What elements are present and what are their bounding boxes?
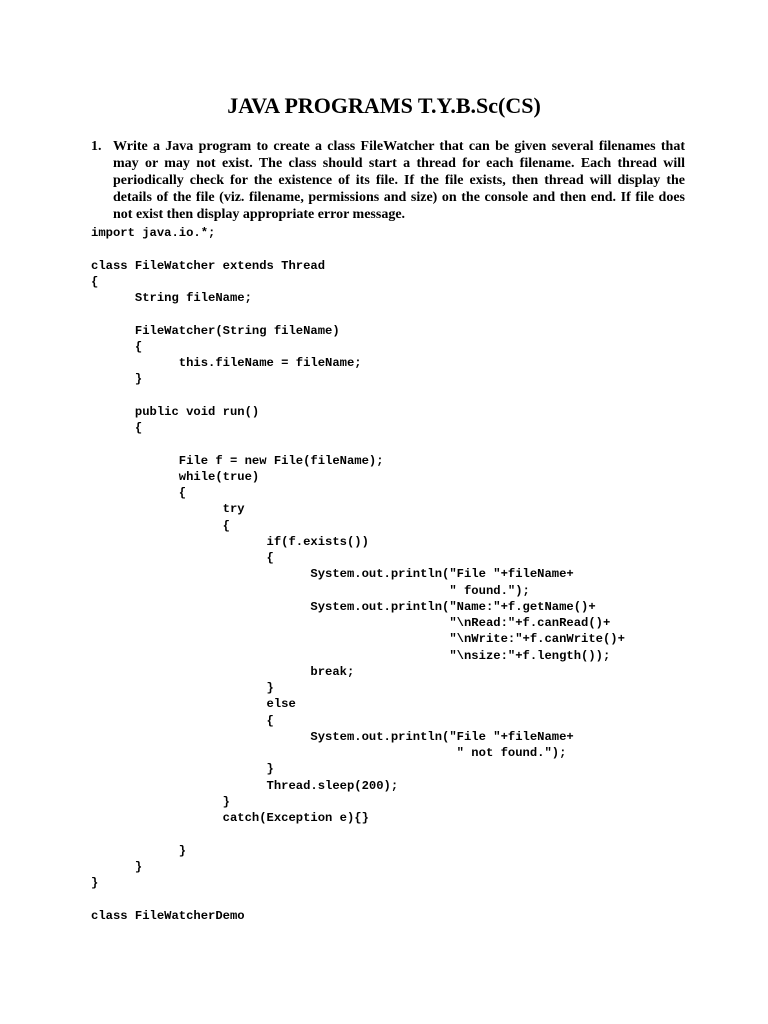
- code-line: try: [91, 502, 245, 517]
- code-listing: [91, 225, 625, 924]
- code-line: catch(Exception e){}: [91, 811, 369, 825]
- code-line: [91, 436, 625, 452]
- code-line: this.fileName = fileName;: [91, 356, 362, 370]
- code-line: class FileWatcherDemo: [91, 908, 245, 923]
- code-line: if(f.exists()): [91, 534, 369, 549]
- code-line: FileWatcher(String fileName): [91, 323, 340, 338]
- code-line: [91, 388, 625, 404]
- code-line: " not found.");: [91, 746, 567, 760]
- code-line: {: [91, 551, 274, 565]
- page-title: JAVA PROGRAMS T.Y.B.Sc(CS): [227, 93, 541, 118]
- code-line: "\nsize:"+f.length());: [91, 648, 611, 663]
- code-line: }: [91, 681, 274, 695]
- code-line: else: [91, 697, 296, 712]
- code-line: [91, 241, 625, 257]
- code-line: }: [91, 876, 99, 890]
- code-line: " found.");: [91, 583, 530, 598]
- code-line: {: [91, 274, 99, 289]
- code-line: public void run(): [91, 404, 260, 419]
- code-line: [91, 891, 625, 907]
- code-line: {: [91, 486, 187, 500]
- code-line: "\nWrite:"+f.canWrite()+: [91, 632, 625, 647]
- code-line: [91, 306, 625, 322]
- code-line: }: [91, 843, 187, 858]
- code-line: [91, 826, 625, 842]
- code-line: System.out.println("File "+fileName+: [91, 729, 574, 744]
- code-line: }: [91, 794, 230, 809]
- code-line: Thread.sleep(200);: [91, 778, 399, 793]
- code-line: }: [91, 372, 143, 387]
- question-number: 1.: [91, 139, 102, 154]
- code-line: String fileName;: [91, 291, 252, 305]
- code-line: }: [91, 859, 143, 874]
- code-line: {: [91, 421, 143, 435]
- code-line: {: [91, 518, 230, 533]
- question-text: Write a Java program to create a class FileWatcher that can be given several filenames that may or may not exist. The class should start a thread for each filename. Each thread will periodically check for the existence of its file. If the file exists, then thread will display the details of the file (viz. filename, permissions and size) on the console and then end. If file does not exist then display appropriate error message.: [113, 139, 685, 222]
- code-line: while(true): [91, 469, 260, 484]
- question-block: [91, 138, 685, 223]
- code-line: {: [91, 713, 274, 728]
- code-line: import java.io.*;: [91, 226, 216, 240]
- code-line: class FileWatcher extends Thread: [91, 258, 326, 273]
- code-line: System.out.println("File "+fileName+: [91, 567, 574, 582]
- code-line: }: [91, 762, 274, 777]
- code-line: {: [91, 339, 143, 354]
- code-line: System.out.println("Name:"+f.getName()+: [91, 599, 596, 614]
- code-line: break;: [91, 664, 355, 679]
- code-line: File f = new File(fileName);: [91, 453, 384, 468]
- code-line: "\nRead:"+f.canRead()+: [91, 616, 611, 630]
